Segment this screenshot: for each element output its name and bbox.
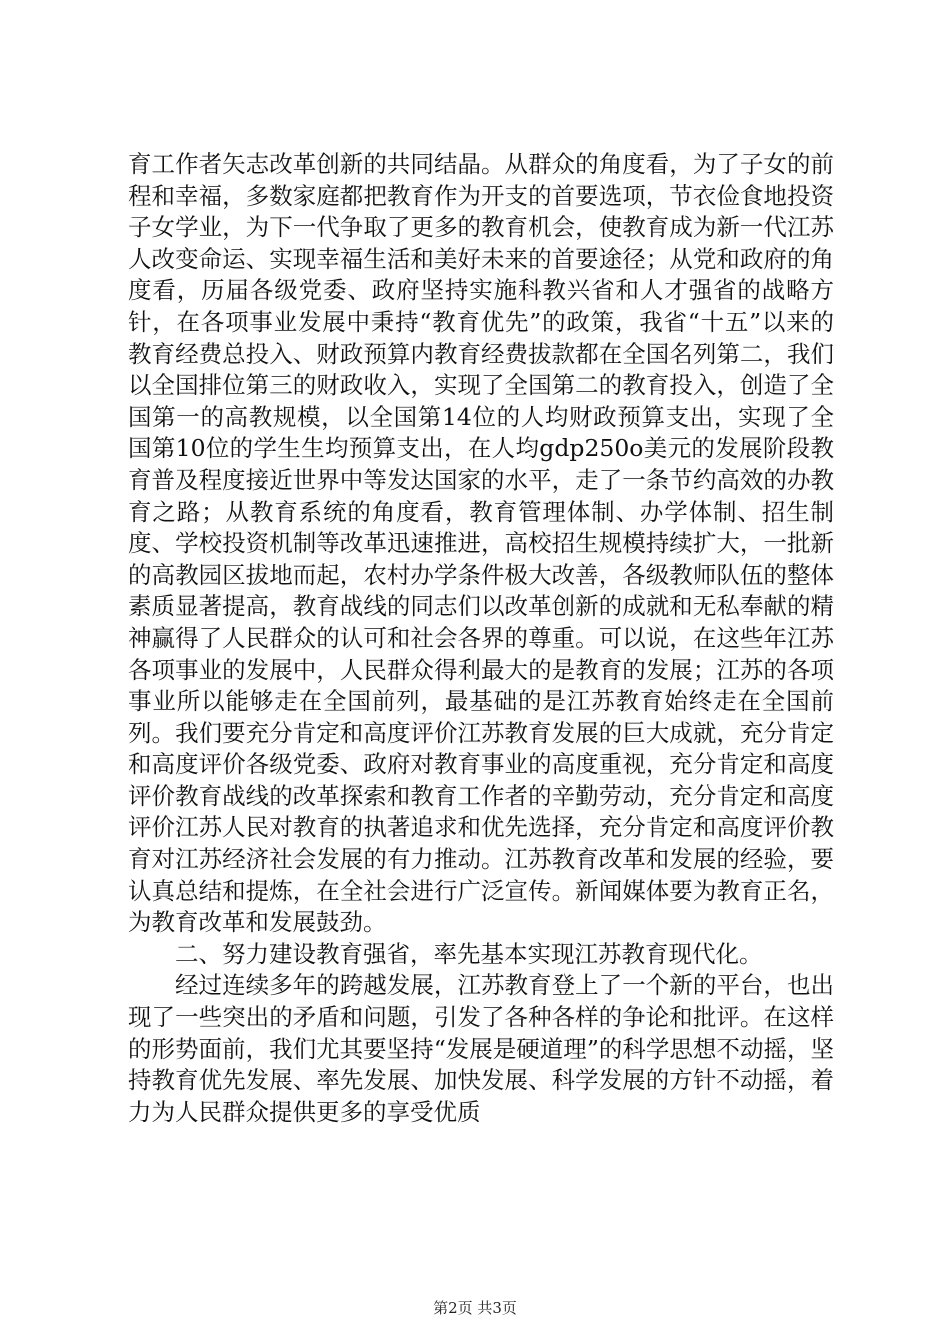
paragraph-3: 经过连续多年的跨越发展，江苏教育登上了一个新的平台，也出现了一些突出的矛盾和问题，引发了各种各样的争论和批评。在这样的形势面前，我们尤其要坚持“发展是硬道理”的科学思想不动摇，坚持教育优先发展、率先发展、加快发展、科学发展的方针不动摇，着力为人民群众提供更多的享受优质 <box>128 971 834 1126</box>
page-footer: 第2页 共3页 <box>433 1299 517 1317</box>
paragraph-1: 育工作者矢志改革创新的共同结晶。从群众的角度看，为了子女的前程和幸福，多数家庭都把教育作为开支的首要选项，节衣俭食地投资子女学业，为下一代争取了更多的教育机会，使教育成为新一代江苏人改变命运、实现幸福生活和美好未来的首要途径；从党和政府的角度看，历届各级党委、政府坚持实施科教兴省和人才强省的战略方针，在各项事业发展中秉持“教育优先”的政策，我省“十五”以来的教育经费总投入、财政预算内教育经费拔款都在全国名列第二，我们以全国排位第三的财政收入，实现了全国第二的教育投入，创造了全国第一的高教规模，以全国第14位的人均财政预算支出，实现了全国第10位的学生生均预算支出，在人均gdp250o美元的发展阶段教育普及程度接近世界中等发达国家的水平，走了一条节约高效的办教育之路；从教育系统的角度看，教育管理体制、办学体制、招生制度、学校投资机制等改革迅速推进，高校招生规模持续扩大，一批新的高教园区拔地而起，农村办学条件极大改善，各级教师队伍的整体素质显著提高，教育战线的同志们以改革创新的成就和无私奉献的精神赢得了人民群众的认可和社会各界的尊重。可以说，在这些年江苏各项事业的发展中，人民群众得利最大的是教育的发展；江苏的各项事业所以能够走在全国前列，最基础的是江苏教育始终走在全国前列。我们要充分肯定和高度评价江苏教育发展的巨大成就，充分肯定和高度评价各级党委、政府对教育事业的高度重视，充分肯定和高度评价教育战线的改革探索和教育工作者的辛勤劳动，充分肯定和高度评价江苏人民对教育的执著追求和优先选择，充分肯定和高度评价教育对江苏经济社会发展的有力推动。江苏教育改革和发展的经验，要认真总结和提炼，在全社会进行广泛宣传。新闻媒体要为教育正名，为教育改革和发展鼓劲。 <box>128 150 834 937</box>
document-body <box>128 149 834 1128</box>
section-heading-2: 二、努力建设教育强省，率先基本实现江苏教育现代化。 <box>175 939 763 968</box>
